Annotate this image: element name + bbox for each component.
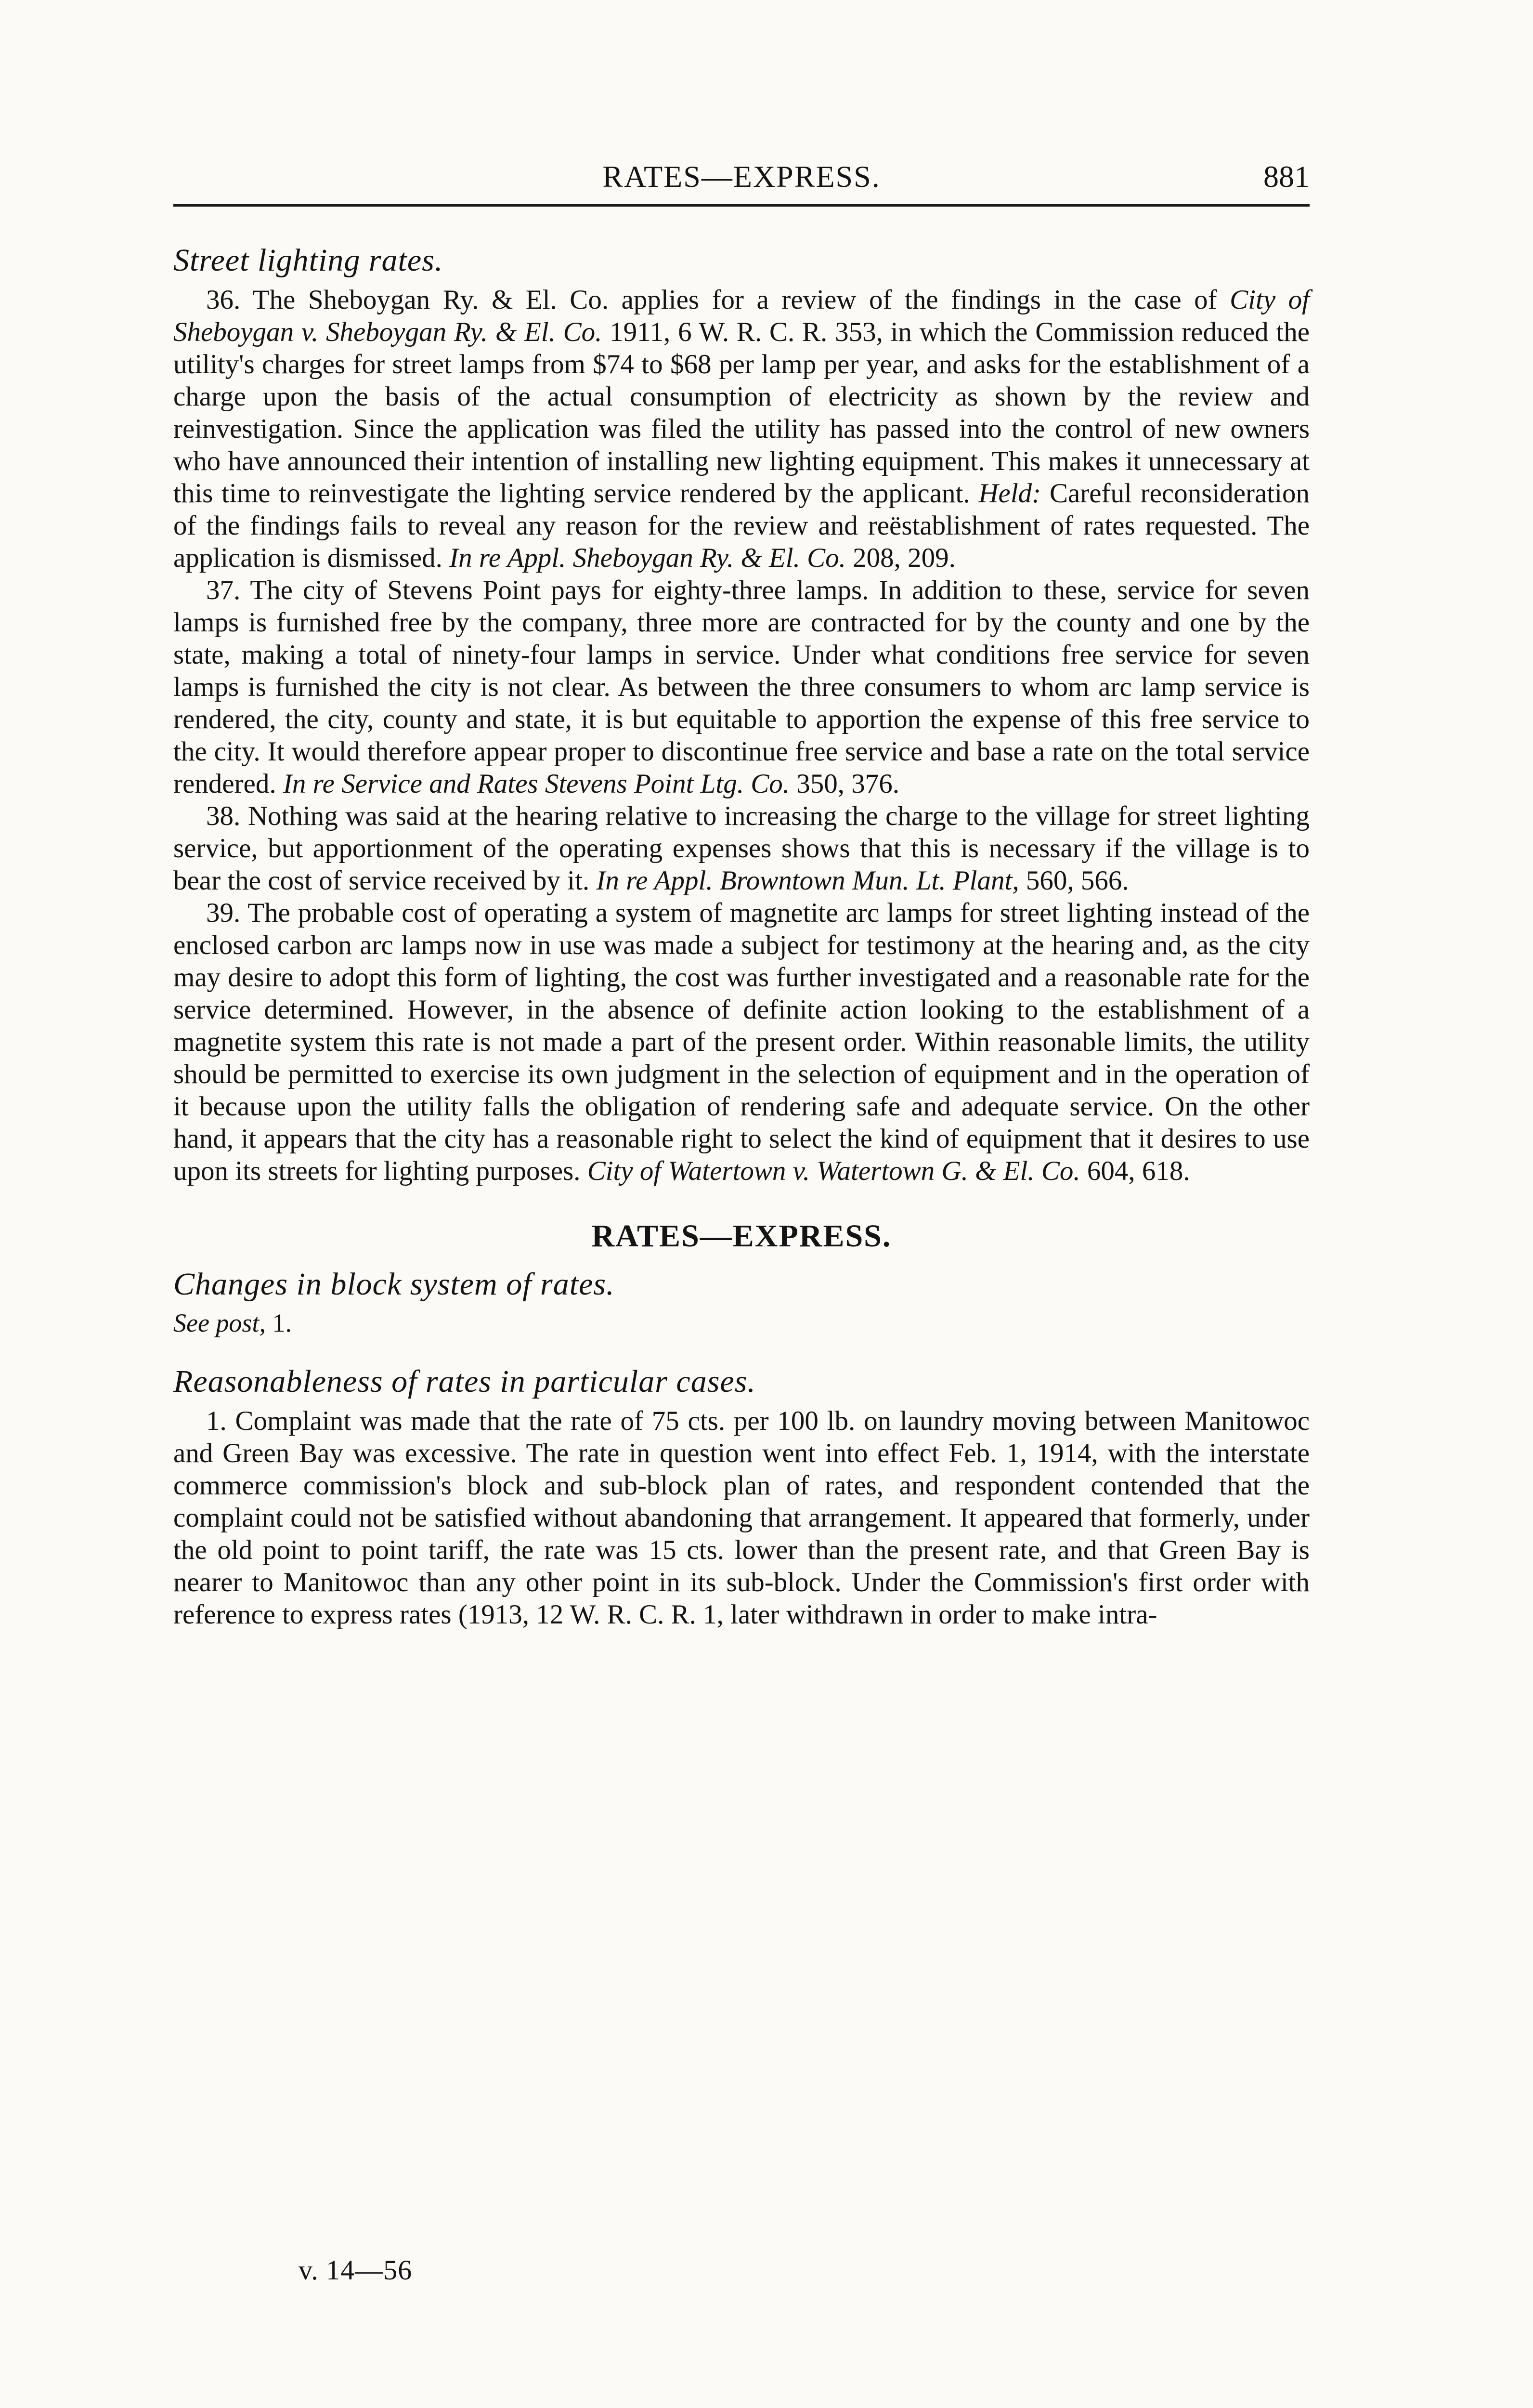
paragraph-36-text-4: 208, 209. <box>845 543 956 573</box>
paragraph-39-text-1: 39. The probable cost of operating a system of magnetite arc lamps for street lighting instead of the enclosed carbon arc lamps now in use was made a subject for testimony at the hearing and, as the city may desire to adopt this form of lighting, the cost was further investigated and a reasonable rate for the service determined. However, in the absence of definite action looking to the establishment of a magnetite system this rate is not made a part of the present order. Within reasonable limits, the utility should be permitted to exercise its own judgment in the selection of equipment and in the operation of it because upon the utility falls the obligation of rendering safe and adequate service. On the other hand, it appears that the city has a reasonable right to select the kind of equipment that it desires to use upon its streets for lighting purposes. <box>173 898 1310 1186</box>
paragraph-38-text-2: 560, 566. <box>1019 865 1129 896</box>
reasonableness-heading: Reasonableness of rates in particular cases. <box>173 1364 756 1399</box>
see-post-reference <box>173 1308 1310 1338</box>
paragraph-36-held-label: Held: <box>978 478 1041 509</box>
paragraph-38-citation: In re Appl. Browntown Mun. Lt. Plant, <box>596 865 1019 896</box>
street-lighting-heading: Street lighting rates. <box>173 243 443 278</box>
see-post-number: 1. <box>265 1309 292 1337</box>
paragraph-39 <box>173 897 1310 1187</box>
paragraph-37 <box>173 574 1310 800</box>
paragraph-36-text-3: Careful reconsideration of the findings fails to reveal any reason for the review and reëstablishment of rates requested. The application is dismissed. <box>173 478 1310 573</box>
paragraph-37-text-1: 37. The city of Stevens Point pays for eighty-three lamps. In addition to these, service for seven lamps is furnished free by the company, three more are contracted for by the county and one by the state, making a total of ninety-four lamps in service. Under what conditions free service for seven lamps is furnished the city is not clear. As between the three consumers to whom arc lamp service is rendered, the city, county and state, it is but equitable to apportion the expense of this free service to the city. It would therefore appear proper to discontinue free service and base a rate on the total service rendered. <box>173 575 1310 799</box>
signature-mark: v. 14—56 <box>299 2254 413 2286</box>
paragraph-38-text-1: 38. Nothing was said at the hearing relative to increasing the charge to the village for street lighting service, but apportionment of the operating expenses shows that this is necessary if the village is to bear the cost of service received by it. <box>173 801 1310 896</box>
running-head <box>173 159 1310 202</box>
running-title: RATES—EXPRESS. <box>602 159 881 194</box>
paragraph-36-text-2: 1911, 6 W. R. C. R. 353, in which the Commission reduced the utility's charges for street lamps from $74 to $68 per lamp per year, and asks for the establishment of a charge upon the basis of the actual consumption of electricity as shown by the review and reinvestigation. Since the application was filed the utility has passed into the control of new owners who have announced their intention of installing new lighting equipment. This makes it unnecessary at this time to reinvestigate the lighting service rendered by the applicant. <box>173 317 1310 509</box>
paragraph-36-citation-2: In re Appl. Sheboygan Ry. & El. Co. <box>449 543 846 573</box>
paragraph-38 <box>173 800 1310 897</box>
paragraph-express-1: 1. Complaint was made that the rate of 75 cts. per 100 lb. on laundry moving between Manitowoc and Green Bay was excessive. The rate in question went into effect Feb. 1, 1914, with the interstate commerce commission's block and sub-block plan of rates, and respondent contended that the complaint could not be satisfied without abandoning that arrangement. It appeared that formerly, under the old point to point tariff, the rate was 15 cts. lower than the present rate, and that Green Bay is nearer to Manitowoc than any other point in its sub-block. Under the Commission's first order with reference to express rates (1913, 12 W. R. C. R. 1, later withdrawn in order to make intra- <box>173 1406 1310 1630</box>
header-rule <box>173 204 1310 207</box>
see-post-prefix: See post, <box>173 1309 266 1337</box>
paragraph-39-citation: City of Watertown v. Watertown G. & El. Co. <box>587 1156 1080 1186</box>
paragraph-37-citation: In re Service and Rates Stevens Point Ltg. Co. <box>283 769 790 799</box>
paragraph-36-citation-1: City of Sheboygan v. Sheboygan Ry. & El. Co. <box>173 285 1310 347</box>
paragraph-36-text-1: 36. The Sheboygan Ry. & El. Co. applies for a review of the findings in the case of <box>206 285 1230 315</box>
paragraph-39-text-2: 604, 618. <box>1080 1156 1190 1186</box>
page-number: 881 <box>1263 159 1310 194</box>
paragraph-37-text-2: 350, 376. <box>790 769 900 799</box>
changes-block-heading: Changes in block system of rates. <box>173 1267 615 1302</box>
page-content <box>173 159 1310 1631</box>
section-heading-express: RATES—EXPRESS. <box>591 1218 892 1254</box>
paragraph-36 <box>173 284 1310 574</box>
